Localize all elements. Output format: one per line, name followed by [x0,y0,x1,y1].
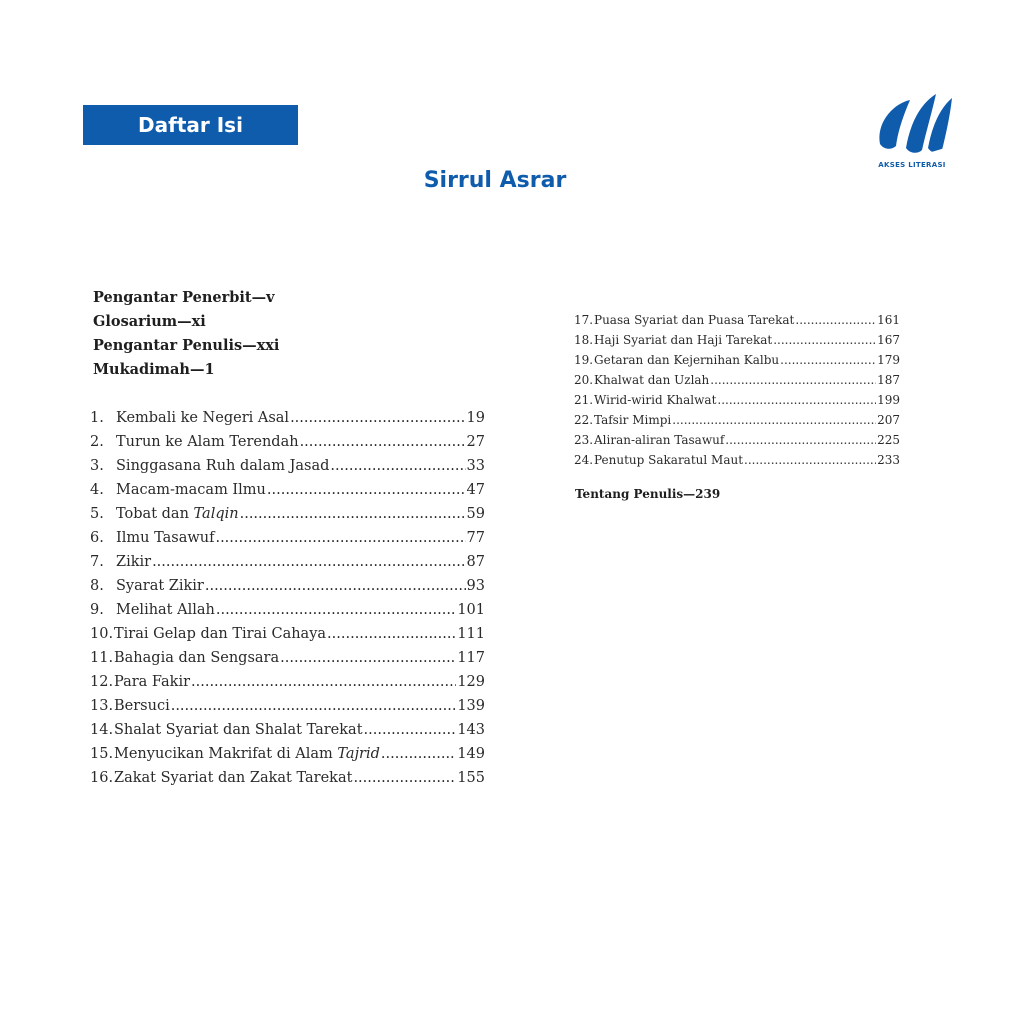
front-matter-item: Pengantar Penerbit—v [93,289,275,306]
chapter-title: Ilmu Tasawuf [116,530,215,546]
chapter-page: 77 [466,530,485,546]
chapter-title: Wirid-wirid Khalwat [594,393,717,407]
toc-row [90,670,485,694]
chapter-title: Zikir [116,554,152,570]
toc-row [90,718,485,742]
chapter-title: Khalwat dan Uzlah [594,373,710,387]
chapter-page: 143 [457,722,485,738]
front-matter [93,286,423,382]
chapter-title-italic: Tajrid [337,746,380,762]
chapter-page: 101 [457,602,485,618]
chapter-number: 2. [90,434,104,450]
dot-leader [191,670,456,694]
chapter-page: 233 [877,453,900,467]
toc-row [90,406,485,430]
dot-leader [330,454,465,478]
chapter-number: 16. [90,770,114,786]
chapter-number: 11. [90,650,114,666]
chapter-number: 3. [90,458,104,474]
toc-row [90,454,485,478]
dot-leader [205,574,466,598]
toc-row [90,430,485,454]
chapter-page: 167 [877,333,900,347]
book-title: Sirrul Asrar [423,168,567,193]
chapter-title: Macam-macam Ilmu [116,482,266,498]
toc-row [90,646,485,670]
toc-row [574,430,900,450]
chapter-title: Aliran-aliran Tasawuf [594,433,725,447]
daftar-isi-banner: Daftar Isi [83,105,298,145]
dot-leader [171,694,457,718]
toc-row [574,390,900,410]
chapter-title: Syarat Zikir [116,578,204,594]
toc-row [90,574,485,598]
chapter-number: 19. [574,353,594,367]
chapter-number: 9. [90,602,104,618]
chapter-page: 155 [457,770,485,786]
chapter-title-text: Menyucikan Makrifat di Alam [114,746,338,762]
dot-leader [215,526,465,550]
chapter-number: 1. [90,410,104,426]
dot-leader [280,646,456,670]
dot-leader [240,502,466,526]
chapter-title: Singgasana Ruh dalam Jasad [116,458,330,474]
chapter-page: 139 [457,698,485,714]
chapter-number: 22. [574,413,594,427]
chapter-number: 6. [90,530,104,546]
chapter-page: 129 [457,674,485,690]
dot-leader [290,406,465,430]
chapter-number: 5. [90,506,104,522]
chapter-title: Getaran dan Kejernihan Kalbu [594,353,780,367]
chapter-page: 87 [466,554,485,570]
chapter-title: Tafsir Mimpi [594,413,672,427]
chapter-title: Zakat Syariat dan Zakat Tarekat [114,770,353,786]
chapter-page: 179 [877,353,900,367]
dot-leader [725,430,876,450]
dot-leader [327,622,456,646]
front-matter-item: Glosarium—xi [93,313,206,330]
chapter-number: 23. [574,433,594,447]
toc-right-column [574,310,900,470]
toc-row [574,410,900,430]
chapter-title: Bersuci [114,698,170,714]
dot-leader [710,370,876,390]
chapter-page: 59 [466,506,485,522]
chapter-page: 149 [457,746,485,762]
toc-row [90,502,485,526]
chapter-number: 24. [574,453,594,467]
chapter-number: 20. [574,373,594,387]
chapter-number: 14. [90,722,114,738]
dot-leader [300,430,466,454]
chapter-page: 225 [877,433,900,447]
chapter-title-italic: Talqin [193,506,239,522]
chapter-title: Para Fakir [114,674,191,690]
front-matter-item: Mukadimah—1 [93,361,215,378]
dot-leader [353,766,456,790]
chapter-page: 27 [466,434,485,450]
chapter-page: 161 [877,313,900,327]
toc-row [574,450,900,470]
tentang-penulis-entry: Tentang Penulis—239 [575,487,721,501]
toc-row [90,478,485,502]
chapter-number: 7. [90,554,104,570]
chapter-page: 47 [466,482,485,498]
dot-leader [381,742,456,766]
chapter-title: Shalat Syariat dan Shalat Tarekat [114,722,363,738]
dot-leader [672,410,876,430]
toc-row [90,550,485,574]
chapter-page: 33 [466,458,485,474]
chapter-title [116,502,239,526]
chapter-number: 17. [574,313,594,327]
toc-row [574,370,900,390]
chapter-page: 111 [457,626,485,642]
toc-left-column [90,406,485,790]
chapter-title: Kembali ke Negeri Asal [116,410,290,426]
dot-leader [795,310,876,330]
dot-leader [152,550,465,574]
toc-row [90,742,485,766]
chapter-number: 8. [90,578,104,594]
chapter-title: Penutup Sakaratul Maut [594,453,744,467]
logo-text: AKSES LITERASI [878,161,946,169]
dot-leader [780,350,876,370]
chapter-title-text: Tobat dan [116,506,194,522]
chapter-page: 93 [466,578,485,594]
toc-row [90,766,485,790]
dot-leader [216,598,456,622]
chapter-title [114,742,380,766]
chapter-title: Haji Syariat dan Haji Tarekat [594,333,773,347]
toc-row [90,694,485,718]
chapter-title: Melihat Allah [116,602,215,618]
chapter-number: 4. [90,482,104,498]
chapter-number: 18. [574,333,594,347]
toc-row [574,310,900,330]
chapter-number: 10. [90,626,114,642]
toc-row [90,526,485,550]
chapter-number: 12. [90,674,114,690]
toc-row [574,330,900,350]
chapter-number: 13. [90,698,114,714]
toc-row [574,350,900,370]
toc-row [90,622,485,646]
front-matter-item: Pengantar Penulis—xxi [93,337,280,354]
chapter-page: 117 [457,650,485,666]
chapter-title: Bahagia dan Sengsara [114,650,280,666]
dot-leader [773,330,876,350]
dot-leader [744,450,876,470]
chapter-page: 187 [877,373,900,387]
dot-leader [364,718,457,742]
toc-row [90,598,485,622]
chapter-number: 15. [90,746,114,762]
dot-leader [717,390,876,410]
chapter-page: 199 [877,393,900,407]
chapter-page: 207 [877,413,900,427]
chapter-number: 21. [574,393,594,407]
dot-leader [267,478,466,502]
chapter-page: 19 [466,410,485,426]
chapter-title: Tirai Gelap dan Tirai Cahaya [114,626,327,642]
chapter-title: Puasa Syariat dan Puasa Tarekat [594,313,795,327]
chapter-title: Turun ke Alam Terendah [116,434,299,450]
